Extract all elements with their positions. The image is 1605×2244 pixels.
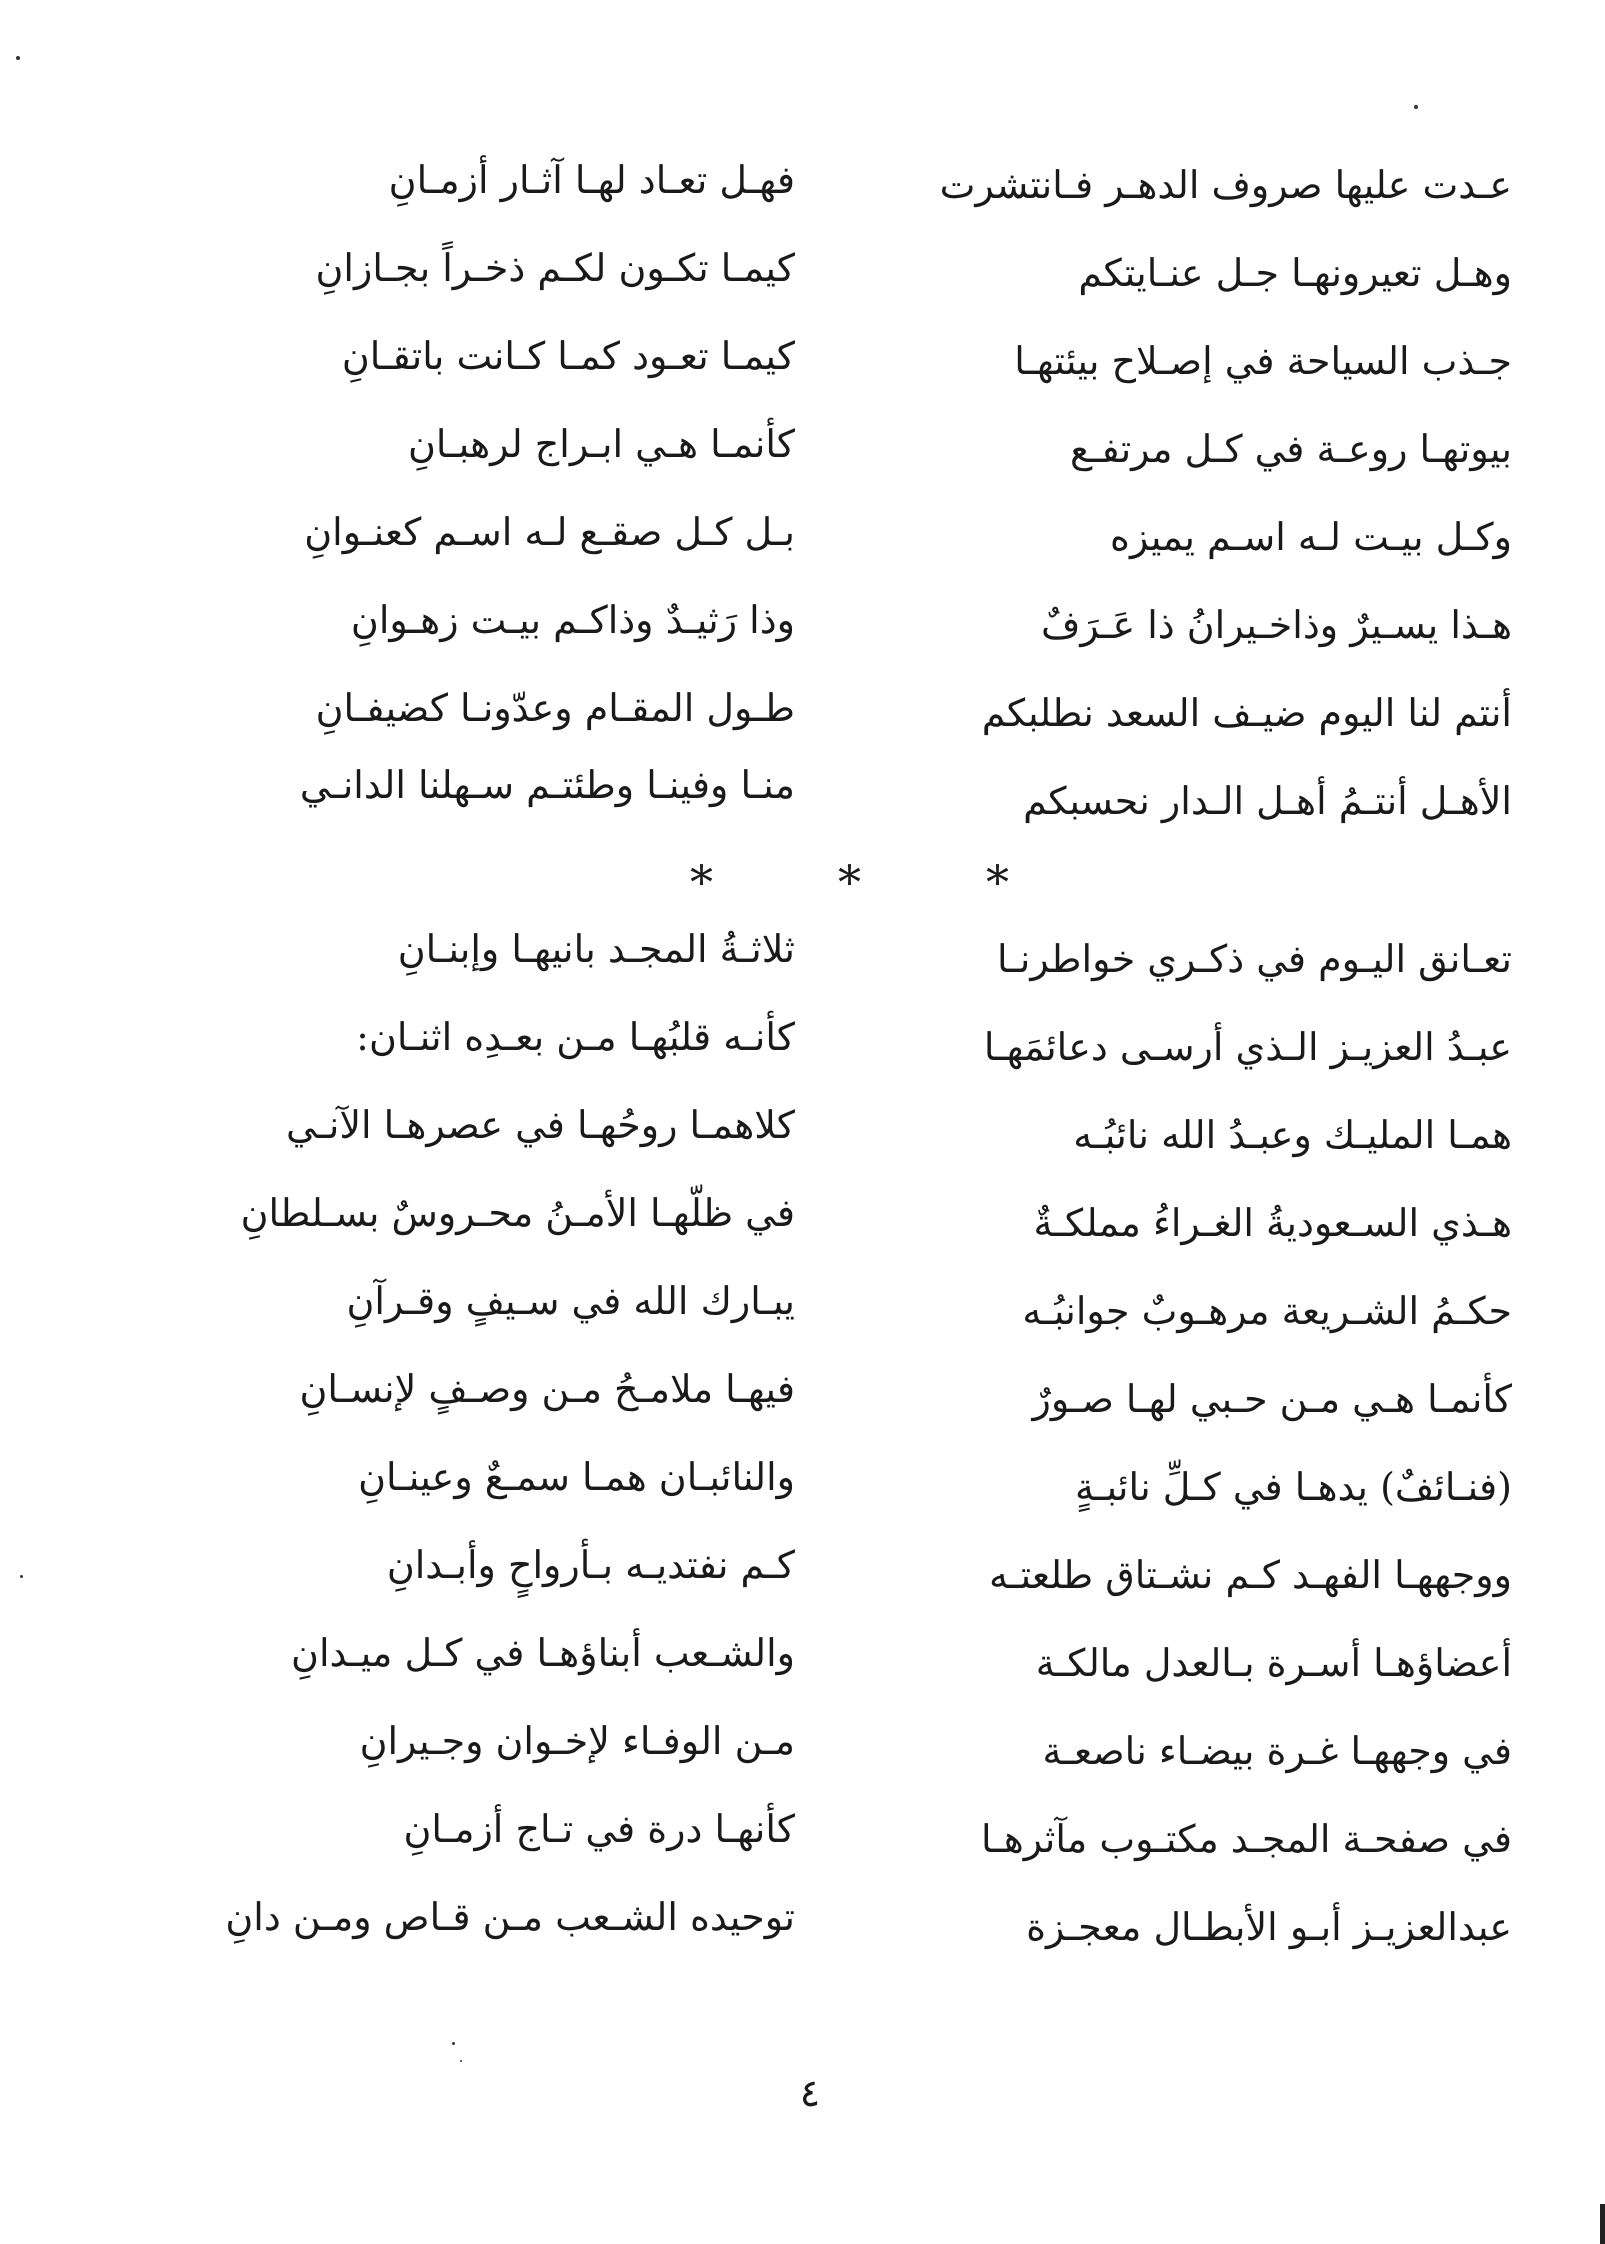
- verse-hemistich-left: منـا وفينـا وطئتـم سـهلنا الدانـي: [299, 763, 795, 807]
- verse-hemistich-right: حكـمُ الشـريعة مرهـوبٌ جوانبُـه: [1022, 1289, 1512, 1333]
- scan-speck: [460, 2060, 462, 2062]
- verse-hemistich-left: يبـارك الله في سـيفٍ وقـرآنِ: [346, 1279, 795, 1323]
- verse-hemistich-left: وذا رَثيـدٌ وذاكـم بيـت زهـوانِ: [350, 598, 795, 642]
- verse-hemistich-right: جـذب السياحة في إصـلاح بيئتهـا: [1014, 339, 1512, 383]
- verse-hemistich-left: فهـل تعـاد لهـا آثـار أزمـانِ: [388, 158, 795, 202]
- verse-hemistich-right: كأنمـا هـي مـن حـبي لهـا صـورٌ: [1032, 1377, 1512, 1421]
- verse-hemistich-right: ووجههـا الفهـد كـم نشـتاق طلعتـه: [989, 1553, 1512, 1597]
- verse-hemistich-left: والشـعب أبناؤهـا في كـل ميـدانِ: [291, 1631, 795, 1675]
- verse-hemistich-right: عبـدُ العزيـز الـذي أرسـى دعائمَهـا: [983, 1025, 1512, 1069]
- verse-hemistich-right: في صفحـة المجـد مكتـوب مآثرهـا: [981, 1817, 1512, 1861]
- scan-speck: [1414, 105, 1418, 109]
- verse-hemistich-right: أعضاؤهـا أسـرة بـالعدل مالكـة: [1035, 1641, 1512, 1685]
- scan-edge-mark: [1600, 2204, 1605, 2244]
- verse-hemistich-right: أنتم لنا اليوم ضيـف السعد نطلبكم: [981, 691, 1512, 735]
- verse-hemistich-right: (فنـائفٌ) يدهـا في كـلِّ نائبـةٍ: [1074, 1465, 1512, 1509]
- verse-hemistich-left: كـم نفتديـه بـأرواحٍ وأبـدانِ: [386, 1543, 795, 1587]
- verse-hemistich-right: الأهـل أنتـمُ أهـل الـدار نحسبكم: [1023, 779, 1512, 823]
- verse-hemistich-right: عـدت عليها صروف الدهـر فـانتشرت: [939, 163, 1512, 207]
- verse-hemistich-left: مـن الوفـاء لإخـوان وجـيرانِ: [359, 1719, 795, 1763]
- verse-hemistich-right: في وجههـا غـرة بيضـاء ناصعـة: [1042, 1729, 1512, 1773]
- verse-hemistich-right: همـا المليـك وعبـدُ الله نائبُـه: [1073, 1113, 1512, 1157]
- verse-hemistich-left: طـول المقـام وعدّونـا كضيفـانِ: [315, 686, 795, 730]
- verse-hemistich-right: هـذي السـعوديةُ الغـراءُ مملكـةٌ: [1033, 1201, 1512, 1245]
- verse-hemistich-right: وكـل بيـت لـه اسـم يميزه: [1110, 515, 1512, 559]
- verse-hemistich-left: كأنهـا درة في تـاج أزمـانِ: [403, 1807, 795, 1851]
- verse-hemistich-right: عبدالعزيـز أبـو الأبطـال معجـزة: [1026, 1905, 1512, 1949]
- verse-hemistich-left: كيمـا تعـود كمـا كـانت باتقـانِ: [341, 334, 795, 378]
- section-separator: [0, 852, 1605, 912]
- verse-hemistich-right: بيوتهـا روعـة في كـل مرتفـع: [1070, 427, 1512, 471]
- verse-hemistich-left: في ظلّهـا الأمـنُ محـروسٌ بسـلطانِ: [240, 1191, 795, 1235]
- verse-hemistich-left: والنائبـان همـا سمـعٌ وعينـانِ: [358, 1455, 795, 1499]
- verse-hemistich-right: تعـانق اليـوم في ذكـري خواطرنـا: [997, 937, 1512, 981]
- verse-hemistich-left: بـل كـل صقـع لـه اسـم كعنـوانِ: [304, 510, 795, 554]
- scan-speck: [452, 2042, 455, 2045]
- verse-hemistich-left: كلاهمـا روحُهـا في عصرهـا الآنـي: [285, 1103, 795, 1147]
- verse-hemistich-left: كيمـا تكـون لكـم ذخـراً بجـازانِ: [315, 246, 795, 290]
- verse-hemistich-left: فيهـا ملامـحُ مـن وصـفٍ لإنسـانِ: [299, 1367, 795, 1411]
- verse-hemistich-right: وهـل تعيرونهـا جـل عنـايتكم: [1078, 251, 1512, 295]
- verse-hemistich-left: ثلاثـةُ المجـد بانيهـا وإبنـانِ: [397, 927, 795, 971]
- verse-hemistich-right: هـذا يسـيرٌ وذاخـيرانُ ذا عَـرَفٌ: [1040, 603, 1512, 647]
- separator-star: *: [986, 855, 1009, 909]
- scan-speck: [20, 1575, 23, 1578]
- scan-speck: [16, 56, 20, 60]
- verse-hemistich-left: توحيده الشـعب مـن قـاص ومـن دانِ: [225, 1895, 795, 1939]
- page-number: ٤: [799, 2071, 821, 2115]
- verse-hemistich-left: كأنـه قلبُهـا مـن بعـدِه اثنـان:: [356, 1015, 795, 1059]
- separator-star: *: [838, 855, 861, 909]
- verse-hemistich-left: كأنمـا هـي ابـراج لرهبـانِ: [408, 422, 795, 466]
- separator-star: *: [690, 855, 713, 909]
